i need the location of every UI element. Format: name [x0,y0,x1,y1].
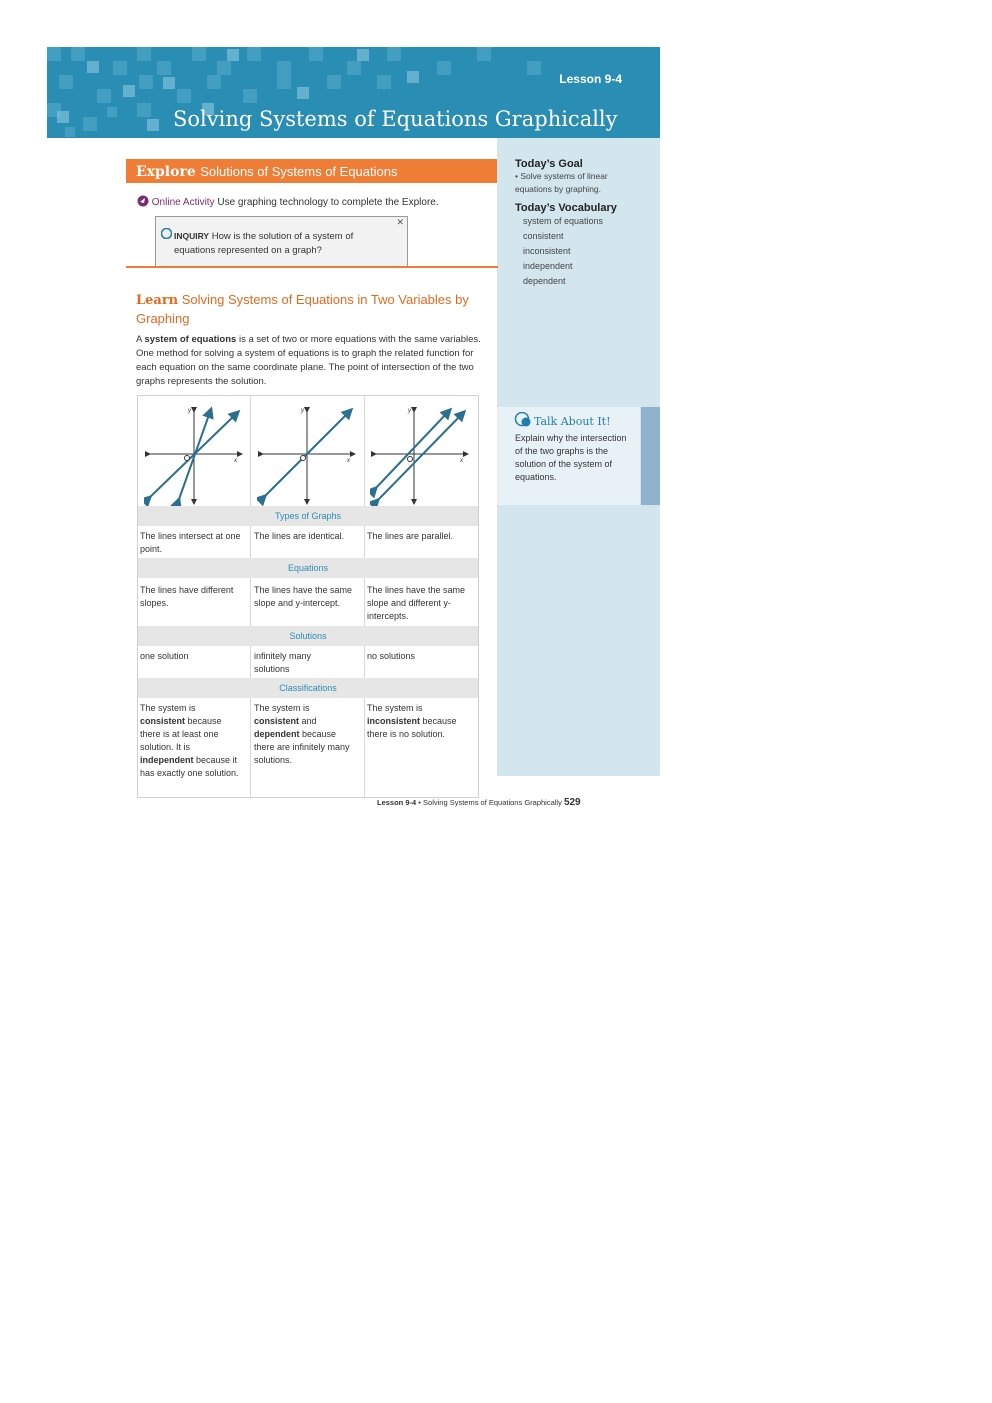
online-activity-icon [137,195,149,207]
vocabulary-list [523,214,603,289]
inquiry-label: INQUIRY [174,231,210,241]
table-cell: infinitely many solutions [254,651,312,674]
online-activity-text: Use graphing technology to complete the Explore. [217,197,439,208]
todays-goal [515,170,625,196]
intro-text: is a set of two or more equations with the same variables. One method for solving a system of equations is to graph the related function for each equation on the same coordinate plane. The point of intersection of the two graphs represents the solution. [136,334,481,387]
vocab-term: consistent [523,231,564,241]
vocab-term: system of equations [523,216,604,226]
band-equations: Equations [138,558,478,578]
table-cell: no solutions [367,651,416,661]
intro-text: A [136,334,142,345]
x-axis-label: x [460,458,463,464]
page-footer [377,797,581,808]
table-cell: one solution [140,651,189,661]
table-cell: The lines are parallel. [367,530,475,543]
close-icon[interactable]: ✕ [396,217,404,227]
page-number: 529 [563,797,581,808]
line-2 [376,414,462,502]
footer-title: Solving Systems of Equations Graphically [423,798,562,807]
lesson-number: Lesson 9-4 [559,72,622,86]
footer-separator: • [418,798,421,807]
band-solutions: Solutions [138,626,478,646]
table-cell-classification-2: The system is consistent and dependent because there are infinitely many solutions. [254,703,350,765]
learn-keyword: Learn [136,293,179,308]
talk-icon [514,412,532,428]
table-cell: The lines have the same slope and y-intercept. [254,585,353,608]
talk-about-it-title: Talk About It! [534,415,611,428]
band-types-of-graphs: Types of Graphs [138,506,478,526]
footer-lesson: Lesson 9-4 [377,798,417,807]
explore-header [126,159,497,183]
inquiry-text: How is the solution of a system of equations represented on a graph? [174,231,354,256]
types-of-graphs-table [137,395,479,798]
table-cell: The lines have the same slope and different y-intercepts. [367,585,466,621]
graph-parallel [370,402,470,506]
vocab-term: independent [523,261,573,271]
online-activity [137,195,439,208]
learn-title: Solving Systems of Equations in Two Variables by Graphing [136,292,469,326]
todays-goal-heading: Today’s Goal [515,158,583,170]
todays-goal-text: Solve systems of linear equations by graphing. [515,171,608,194]
inquiry-box [155,216,408,267]
talk-about-it-text: Explain why the intersection of the two graphs is the solution of the system of equations. [515,433,627,482]
y-axis-label: y [408,408,411,414]
x-axis-label: x [234,458,237,464]
vocab-term-bold: system of equations [144,334,237,345]
bullet: • [515,171,518,181]
todays-vocabulary-heading: Today’s Vocabulary [515,202,617,214]
graph-identical [257,402,357,506]
page-title: Solving Systems of Equations Graphically [173,107,618,131]
table-cell: The lines intersect at one point. [140,531,241,554]
explore-keyword: Explore [136,164,196,180]
vocab-term: inconsistent [523,246,571,256]
table-cell: The lines have different slopes. [140,585,234,608]
learn-heading [136,291,476,328]
x-axis-label: x [347,458,350,464]
explore-title: Solutions of Systems of Equations [200,164,398,179]
line-1 [374,412,448,490]
inquiry-question [174,229,394,258]
graph-intersecting [144,402,244,506]
table-cell: The lines are identical. [254,531,345,541]
explore-divider [126,266,498,268]
y-axis-label: y [301,408,304,414]
intro-paragraph [136,333,482,389]
y-axis-label: y [188,408,191,414]
vocab-term: dependent [523,276,566,286]
online-activity-link[interactable]: Online Activity [151,197,215,208]
inquiry-icon [161,228,172,239]
talk-strip [641,407,660,505]
lesson-banner [47,47,660,138]
line-identical [263,412,349,498]
line-1 [148,414,236,499]
band-classifications: Classifications [138,678,478,698]
table-cell-classification-3: The system is inconsistent because there is no solution. [367,703,457,739]
table-cell-classification-1: The system is consistent because there is at least one solution. It is independent because it has exactly one solution. [140,703,239,778]
